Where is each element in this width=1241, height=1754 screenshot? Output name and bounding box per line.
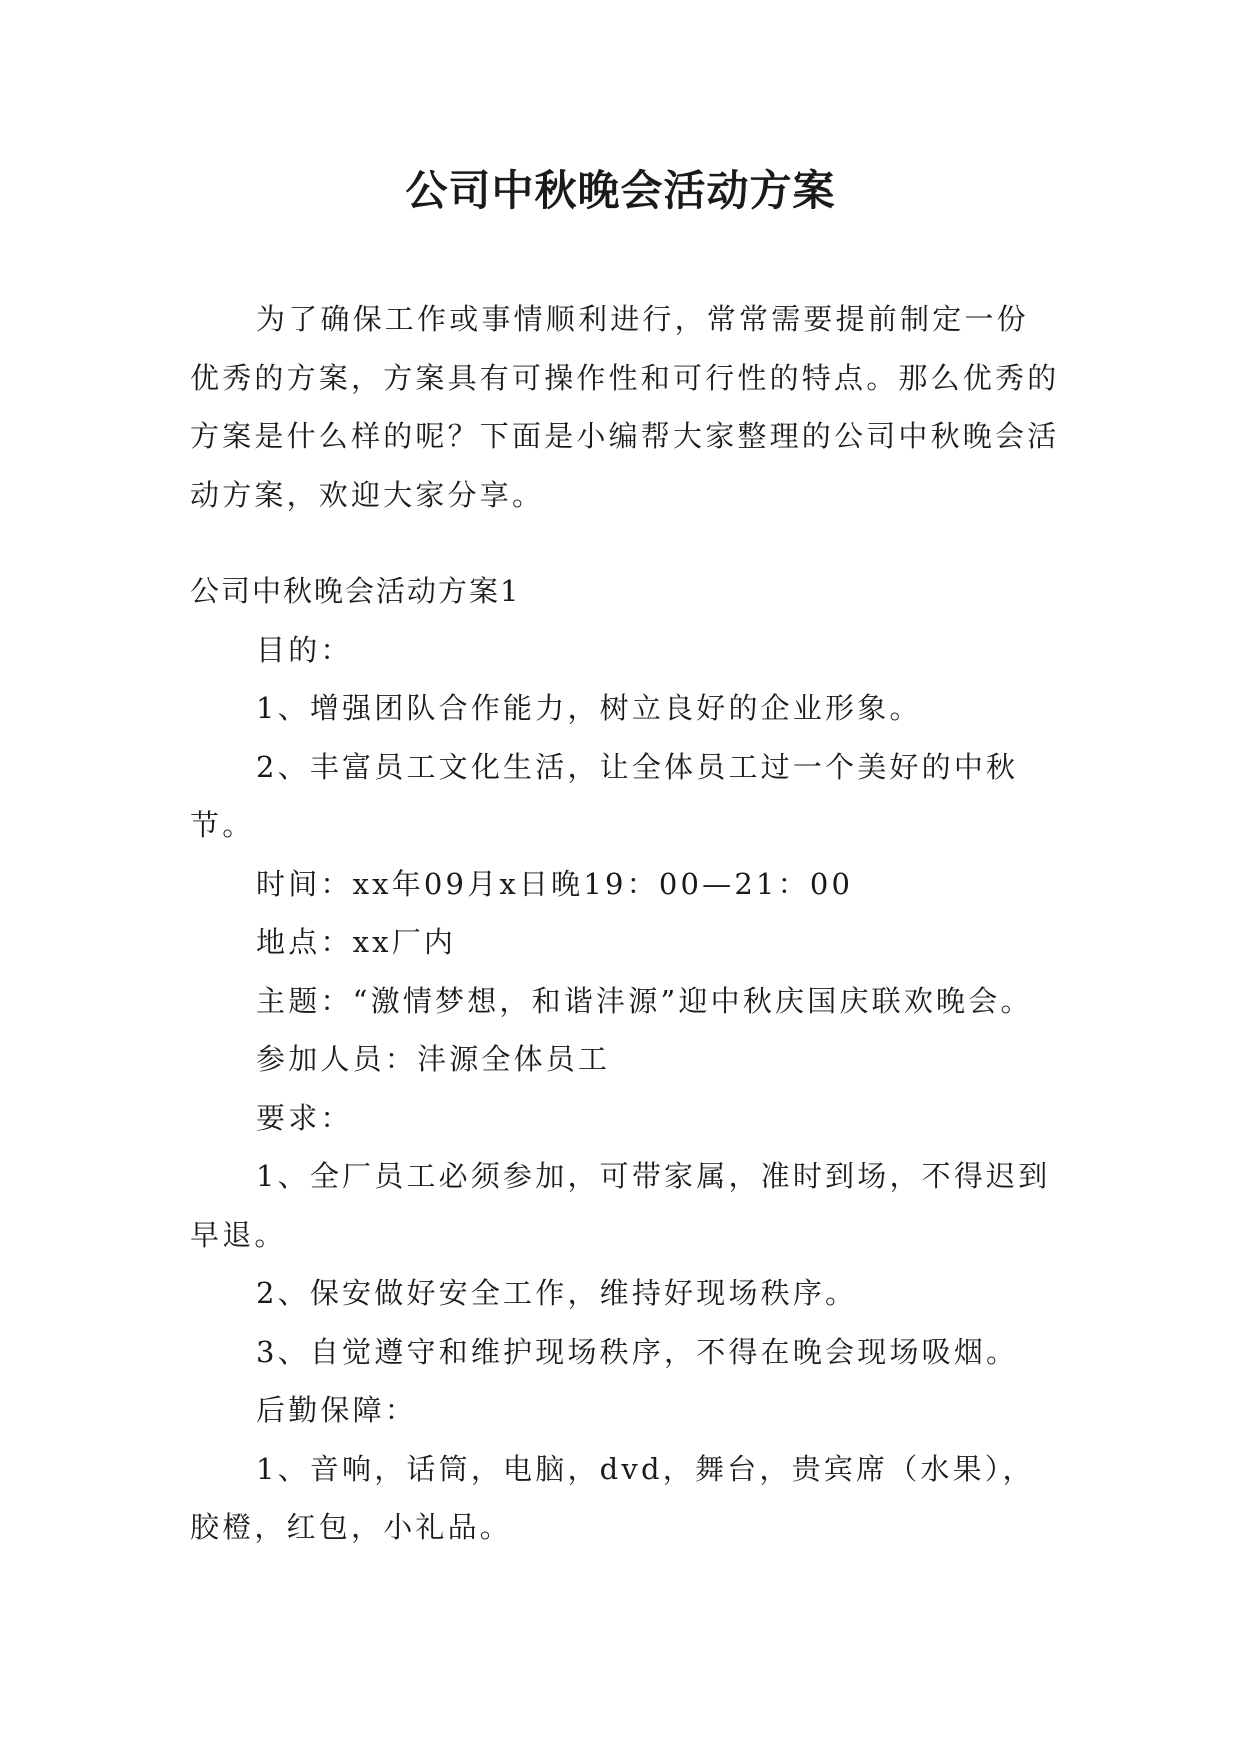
- paragraph-logistics-heading: 后勤保障：: [256, 1393, 418, 1427]
- paragraph-time: 时间：xx年09月x日晚19：00—21：00: [256, 866, 854, 901]
- paragraph-spacer: [190, 524, 1060, 562]
- document-body: [190, 290, 1060, 1557]
- paragraph-purpose-2: 2、丰富员工文化生活，让全体员工过一个美好的中秋节。: [190, 749, 1019, 842]
- paragraph-location: 地点：xx厂内: [256, 925, 457, 959]
- paragraph-requirement-2: 2、保安做好安全工作，维持好现场秩序。: [256, 1276, 858, 1310]
- paragraph-purpose-1: 1、增强团队合作能力，树立良好的企业形象。: [256, 691, 922, 725]
- paragraph-logistics-1: 1、音响，话筒，电脑，dvd，舞台，贵宾席（水果），胶橙，红包，小礼品。: [190, 1451, 1035, 1544]
- section-title: 公司中秋晚会活动方案1: [190, 574, 521, 608]
- document-title: 公司中秋晚会活动方案: [405, 166, 836, 215]
- paragraph-purpose-heading: 目的：: [256, 632, 353, 667]
- paragraph-requirement-3: 3、自觉遵守和维护现场秩序，不得在晚会现场吸烟。: [256, 1334, 1019, 1369]
- paragraph-theme: 主题：“激情梦想，和谐沣源”迎中秋庆国庆联欢晚会。: [256, 983, 1033, 1018]
- paragraph-participants: 参加人员：沣源全体员工: [256, 1042, 611, 1076]
- intro-paragraph: 为了确保工作或事情顺利进行，常常需要提前制定一份优秀的方案，方案具有可操作性和可行性的特点。那么优秀的方案是什么样的呢？下面是小编帮大家整理的公司中秋晚会活动方案，欢迎大家分享。: [190, 302, 1060, 512]
- paragraph-requirement-1: 1、全厂员工必须参加，可带家属，准时到场，不得迟到早退。: [190, 1159, 1051, 1252]
- paragraph-requirements-heading: 要求：: [256, 1100, 353, 1135]
